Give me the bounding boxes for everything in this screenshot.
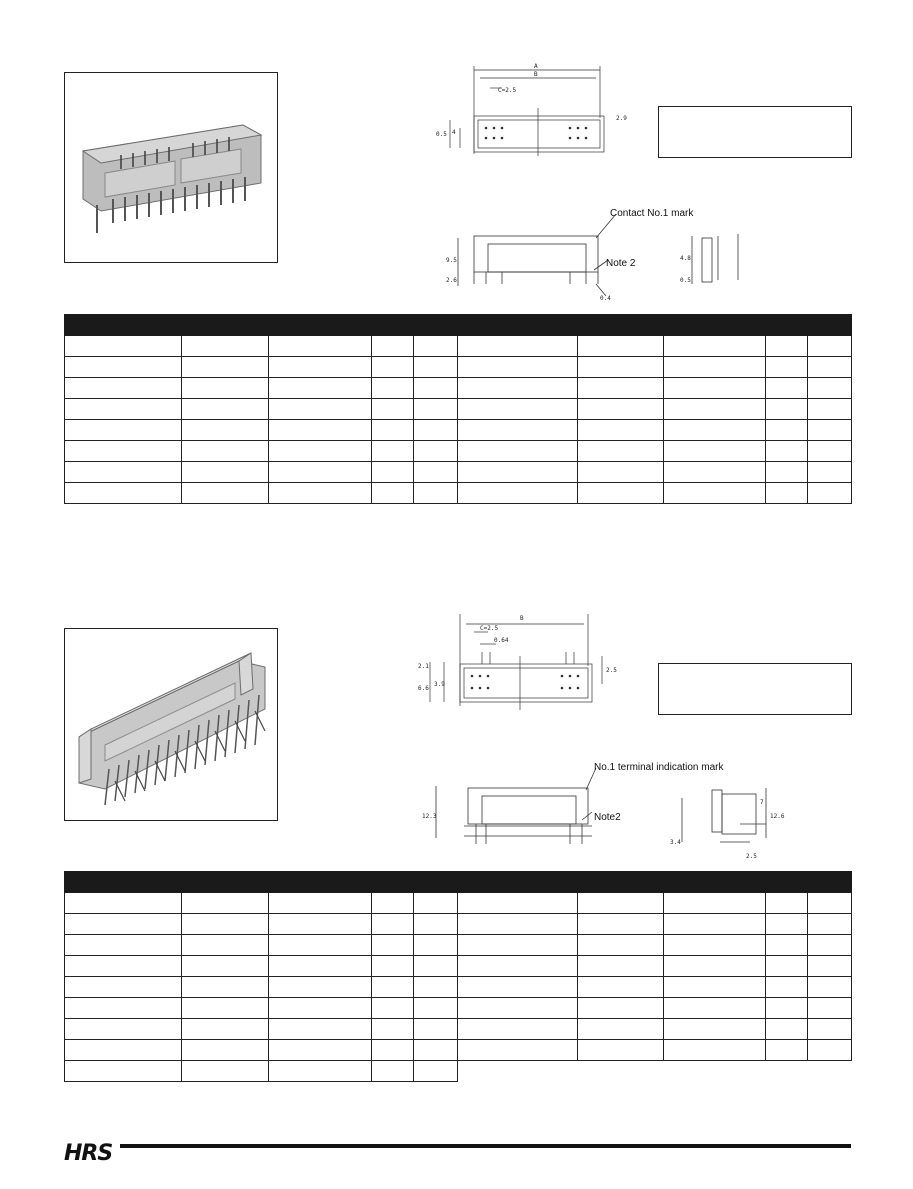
spec-table-2-right [457,871,852,1061]
dim-b: B [534,71,538,78]
table-row [65,483,458,504]
table-header-row [458,315,852,336]
dim-05b: 0.5 [680,277,691,284]
table-row [458,1040,852,1061]
table-row [458,441,852,462]
table-row [65,914,458,935]
bottom-dimension-drawing [416,606,626,716]
dim-21: 2.1 [418,663,429,670]
callout-terminal-mark: No.1 terminal indication mark [594,762,724,773]
dim-25b: 2.5 [746,853,757,860]
table-row [65,399,458,420]
table-row [458,893,852,914]
dim-7: 7 [760,799,764,806]
table-row [65,420,458,441]
dim-34: 3.4 [670,839,681,846]
top-dimension-drawing [430,58,630,158]
table-row [458,935,852,956]
footer-rule [120,1144,851,1148]
dim-126: 12.6 [770,813,785,820]
table-header-row [65,872,458,893]
table-row [458,357,852,378]
top-side-drawing [440,200,760,305]
table-row [65,336,458,357]
table-row [458,420,852,441]
spec-box-top [658,106,852,158]
dim-05: 0.5 [436,131,447,138]
dim-c2: C=2.5 [480,625,499,632]
product-photo-right-angle [64,628,278,821]
dim-123: 12.3 [422,813,437,820]
hrs-logo: HRS [64,1141,113,1166]
dim-a: A [534,63,538,70]
dim-c: C=2.5 [498,87,517,94]
spec-box-bottom [658,663,852,715]
table-row [458,378,852,399]
dim-95: 9.5 [446,257,457,264]
spec-table-2-left [64,871,458,1082]
dim-39: 3.9 [434,681,445,688]
table-row [458,462,852,483]
table-row [458,956,852,977]
table-header-row [65,315,458,336]
spec-table-1-left [64,314,458,504]
dim-66: 6.6 [418,685,429,692]
product-photo-straight [64,72,278,263]
table-row [65,998,458,1019]
table-row [458,336,852,357]
table-row [458,977,852,998]
table-row [65,441,458,462]
table-row [65,378,458,399]
table-row [458,914,852,935]
dim-29: 2.9 [616,115,627,122]
callout-contact-mark: Contact No.1 mark [610,208,694,219]
table-row [458,998,852,1019]
table-header-row [458,872,852,893]
table-row [65,1061,458,1082]
dim-064: 0.64 [494,637,509,644]
bottom-side-drawing [420,758,790,868]
callout-note2: Note2 [594,812,621,823]
dim-26: 2.6 [446,277,457,284]
callout-note-2: Note 2 [606,258,636,269]
dim-b2: B [520,615,524,622]
table-row [458,399,852,420]
dim-04: 0.4 [600,295,611,302]
table-row [65,956,458,977]
table-row [65,893,458,914]
dim-4: 4 [452,129,456,136]
table-row [65,357,458,378]
dim-25: 2.5 [606,667,617,674]
table-row [65,1019,458,1040]
table-row [458,1019,852,1040]
straight-header-image [65,73,277,262]
table-row [65,462,458,483]
spec-table-1-right [457,314,852,504]
table-row [65,1040,458,1061]
right-angle-header-image [65,629,277,820]
table-row [65,977,458,998]
table-row [65,935,458,956]
dim-48: 4.8 [680,255,691,262]
table-row [458,483,852,504]
